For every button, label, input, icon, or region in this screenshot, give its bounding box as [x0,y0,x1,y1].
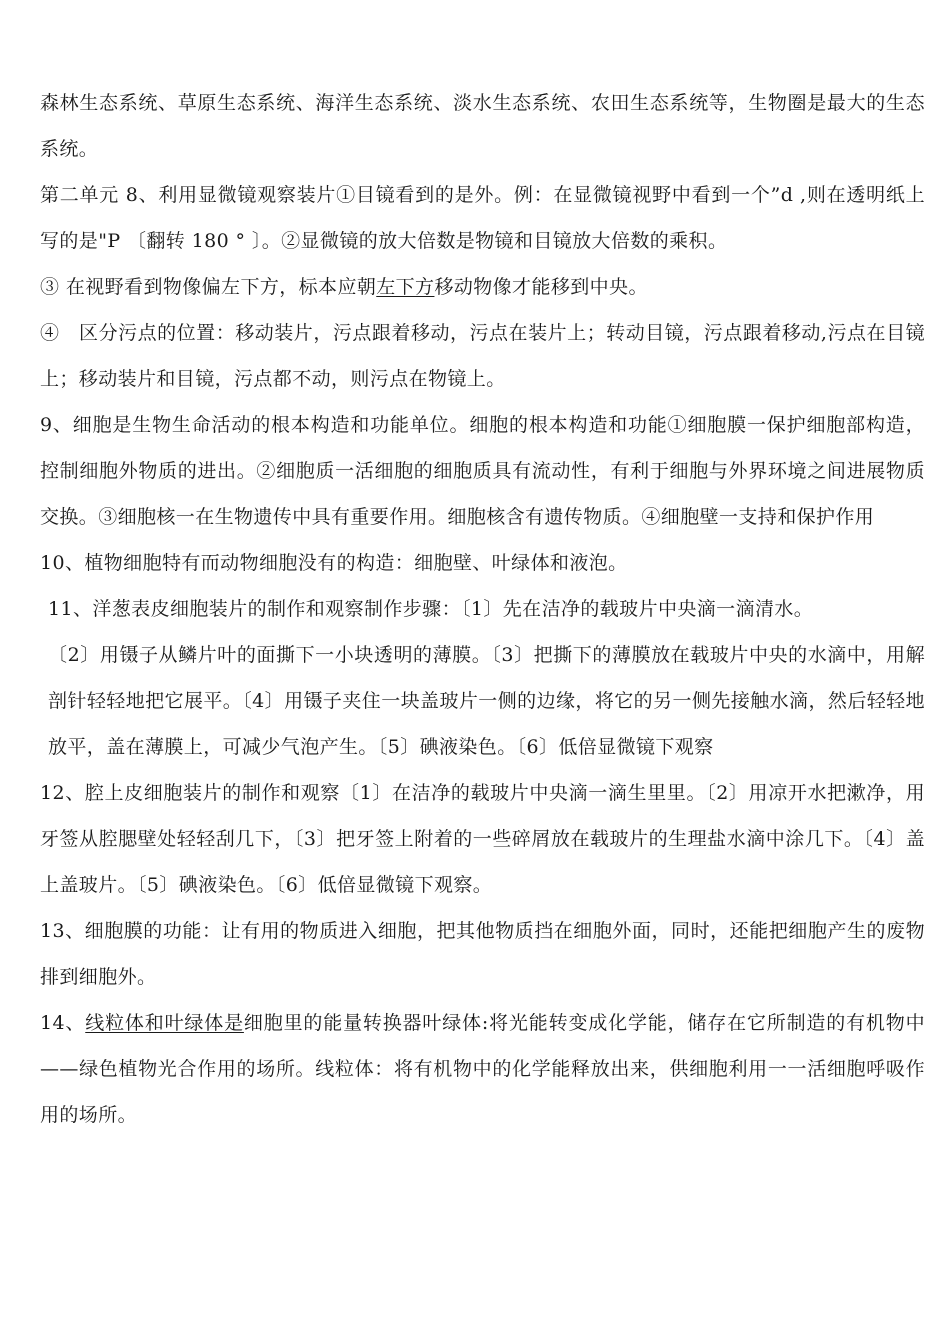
paragraph-cell-10: 10、植物细胞特有而动物细胞没有的构造：细胞壁、叶绿体和液泡。 [40,552,628,574]
paragraph-membrane-13: 13、细胞膜的功能：让有用的物质进入细胞，把其他物质挡在细胞外面，同时，还能把细胞产生的废物排到细胞外。 [40,920,925,988]
paragraph-microscope-3 [40,264,925,310]
paragraph-microscope-8: 第二单元 8、利用显微镜观察装片①目镜看到的是外。例：在显微镜视野中看到一个”d ,则在透明纸上写的是"P 〔翻转 180 ° 〕。②显微镜的放大倍数是物镜和目镜放大倍数的乘积。 [40,184,925,252]
paragraph-cheek-12: 12、腔上皮细胞装片的制作和观察〔1〕在洁净的载玻片中央滴一滴生里里。〔2〕用凉开水把漱净，用牙签从腔腮壁处轻轻刮几下，〔3〕把牙签上附着的一些碎屑放在载玻片的生理盐水滴中涂几下。〔4〕盖上盖玻片。〔5〕碘液染色。〔6〕低倍显微镜下观察。 [40,782,925,896]
paragraph-onion-steps: 〔2〕用镊子从鳞片叶的面撕下一小块透明的薄膜。〔3〕把撕下的薄膜放在载玻片中央的水滴中，用解剖针轻轻地把它展平。〔4〕用镊子夹住一块盖玻片一侧的边缘，将它的另一侧先接触水滴，然后轻轻地放平，盖在薄膜上，可减少气泡产生。〔5〕碘液染色。〔6〕低倍显微镜下观察 [48,644,925,758]
text-segment: ③ 在视野看到物像偏左下方，标本应朝 [40,276,377,298]
document-page [40,80,925,1138]
paragraph-onion-11: 11、洋葱表皮细胞装片的制作和观察制作步骤：〔1〕先在洁净的载玻片中央滴一滴清水。 [48,598,814,620]
text-segment: 细胞里的能量转换器叶绿体:将光能转变成化学能，储存在它所制造的有机物中——绿色植物光合作用的场所。线粒体：将有机物中的化学能释放出来，供细胞利用一一活细胞呼吸作用的场所。 [40,1012,925,1126]
text-segment: 14、 [40,1012,86,1034]
paragraph-cell-9: 9、细胞是生物生命活动的根本构造和功能单位。细胞的根本构造和功能①细胞膜一保护细胞部构造，控制细胞外物质的进出。②细胞质一活细胞的细胞质具有流动性，有利于细胞与外界环境之间进展物质交换。③细胞核一在生物遗传中具有重要作用。细胞核含有遗传物质。④细胞壁一支持和保护作用 [40,414,925,528]
text-segment: 移动物像才能移到中央。 [434,276,648,298]
paragraph-microscope-4: ④ 区分污点的位置：移动装片，污点跟着移动，污点在装片上；转动目镜，污点跟着移动,污点在目镜上；移动装片和目镜，污点都不动，则污点在物镜上。 [40,322,925,390]
paragraph-ecosystems: 森林生态系统、草原生态系统、海洋生态系统、淡水生态系统、农田生态系统等，生物圈是最大的生态系统。 [40,92,925,160]
underlined-text: 左下方 [376,276,435,298]
paragraph-organelles-14 [40,1000,925,1138]
underlined-text: 线粒体和叶绿体是 [85,1012,244,1034]
